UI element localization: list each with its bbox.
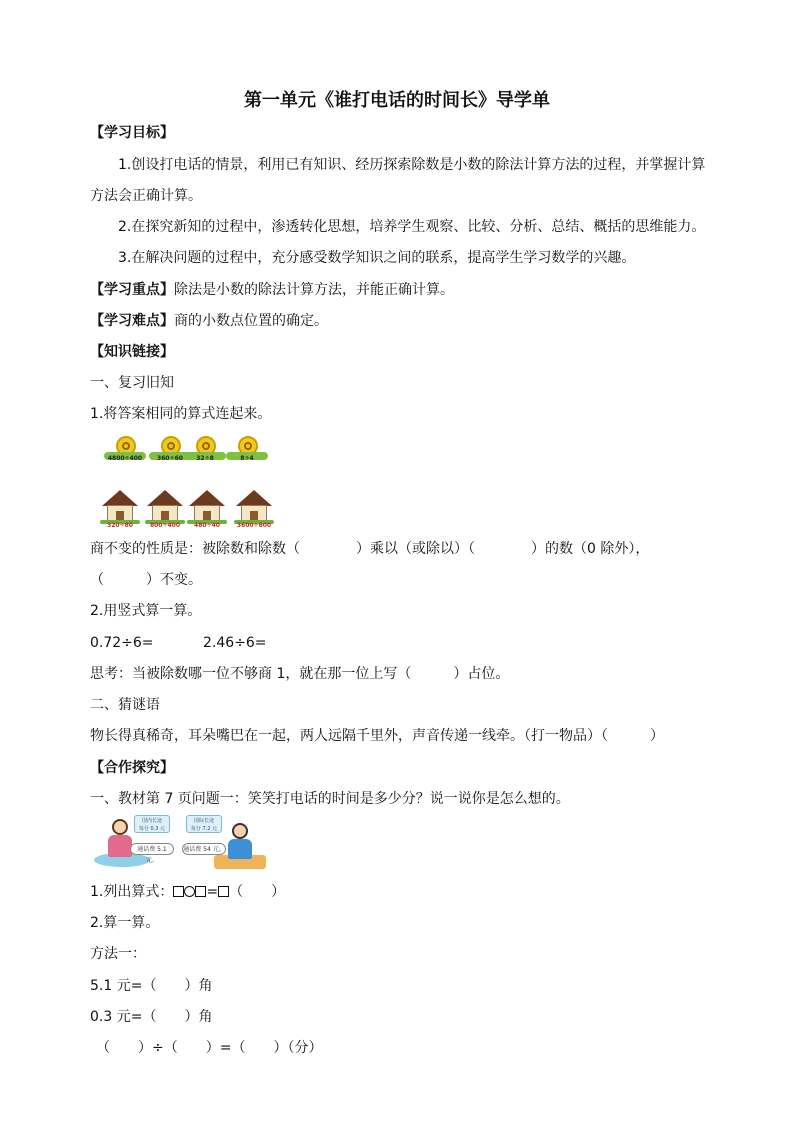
property-line-2: （ ）不变。 — [90, 572, 202, 588]
snail-label: 32÷8 — [196, 455, 214, 462]
sign-rate: 每分 0.3 元 — [138, 826, 166, 832]
house-roof-icon — [189, 490, 225, 506]
convert-line-a: 5.1 元=（ ）角 — [90, 978, 213, 994]
review-title: 一、复习旧知 — [90, 375, 174, 391]
riddle-text: 物长得真稀奇，耳朵嘴巴在一起，两人远隔千里外，声音传递一线牵。（打一物品）（ ） — [90, 728, 664, 744]
calc-1: 0.72÷6= — [90, 635, 154, 651]
step-1-tail: （ ） — [229, 884, 286, 900]
house-card — [234, 490, 274, 530]
difficulty-heading: 【学习难点】 — [90, 313, 174, 329]
goals-heading: 【学习目标】 — [90, 125, 174, 141]
focus-text: 除法是小数的除法计算方法，并能正确计算。 — [174, 282, 454, 298]
snail-card — [224, 436, 270, 464]
phone-call-illustration — [90, 815, 270, 873]
links-heading: 【知识链接】 — [90, 344, 174, 360]
step-2: 2.算一算。 — [90, 915, 160, 931]
convert-line-b: 0.3 元=（ ）角 — [90, 1009, 213, 1025]
explore-heading: 【合作探究】 — [90, 760, 174, 776]
focus-heading: 【学习重点】 — [90, 282, 174, 298]
sign-label: 国际长途 — [193, 818, 214, 824]
snail-label: 360÷60 — [157, 455, 183, 462]
house-label: 320÷80 — [107, 522, 133, 529]
property-line-1: 商不变的性质是：被除数和除数（ ）乘以（或除以）（ ）的数（0 除外）， — [90, 541, 650, 557]
girl-icon — [112, 819, 128, 835]
focus-line — [90, 280, 454, 300]
goal-1-line-2: 方法会正确计算。 — [90, 188, 202, 204]
difficulty-text: 商的小数点位置的确定。 — [174, 313, 328, 329]
difficulty-line — [90, 311, 328, 331]
snail-card — [102, 436, 148, 464]
house-card — [100, 490, 140, 530]
explore-question: 一、教材第 7 页问题一：笑笑打电话的时间是多少分？说一说你是怎么想的。 — [90, 791, 570, 807]
question-2: 2.用竖式算一算。 — [90, 603, 202, 619]
division-line: （ ）÷（ ）=（ ）（分） — [96, 1040, 323, 1056]
house-card — [145, 490, 185, 530]
snail-card — [182, 436, 228, 464]
sign-rate: 每分 7.2 元 — [190, 826, 218, 832]
speech-bubble-left: 通话费 5.1 元。 — [130, 843, 174, 855]
house-label: 480÷40 — [194, 522, 220, 529]
goal-3: 3.在解决问题的过程中，充分感受数学知识之间的联系，提高学生学习数学的兴趣。 — [118, 250, 636, 266]
international-rate-sign — [186, 815, 222, 833]
page-title: 第一单元《谁打电话的时间长》导学单 — [244, 90, 550, 111]
snail-label: 8÷4 — [240, 455, 254, 462]
think-line: 思考：当被除数哪一位不够商 1，就在那一位上写（ ）占位。 — [90, 666, 510, 682]
house-card — [187, 490, 227, 530]
step-1-prefix: 1.列出算式： — [90, 884, 174, 900]
snail-label: 4800÷400 — [107, 455, 143, 462]
house-roof-icon — [102, 490, 138, 506]
goal-2: 2.在探究新知的过程中，渗透转化思想，培养学生观察、比较、分析、总结、概括的思维能力。 — [118, 219, 706, 235]
blank-box-icon — [218, 886, 229, 897]
question-1: 1.将答案相同的算式连起来。 — [90, 406, 272, 422]
house-label: 800÷400 — [149, 522, 181, 529]
blank-box-icon — [173, 886, 184, 897]
house-roof-icon — [236, 490, 272, 506]
boy-icon — [232, 823, 248, 839]
blank-box-icon — [195, 886, 206, 897]
house-label: 3600÷600 — [236, 522, 272, 529]
riddle-title: 二、猜谜语 — [90, 697, 160, 713]
domestic-rate-sign — [134, 815, 170, 833]
house-roof-icon — [147, 490, 183, 506]
blank-circle-icon — [184, 886, 195, 897]
calc-2: 2.46÷6= — [203, 635, 267, 651]
method-1: 方法一： — [90, 946, 146, 962]
goal-1-line-1: 1.创设打电话的情景，利用已有知识、经历探索除数是小数的除法计算方法的过程，并掌握计算 — [118, 157, 706, 173]
speech-bubble-right: 通话费 54 元。 — [182, 843, 226, 855]
step-1-equals: = — [206, 884, 219, 900]
sign-label: 国内长途 — [141, 818, 162, 824]
step-1 — [90, 882, 285, 902]
